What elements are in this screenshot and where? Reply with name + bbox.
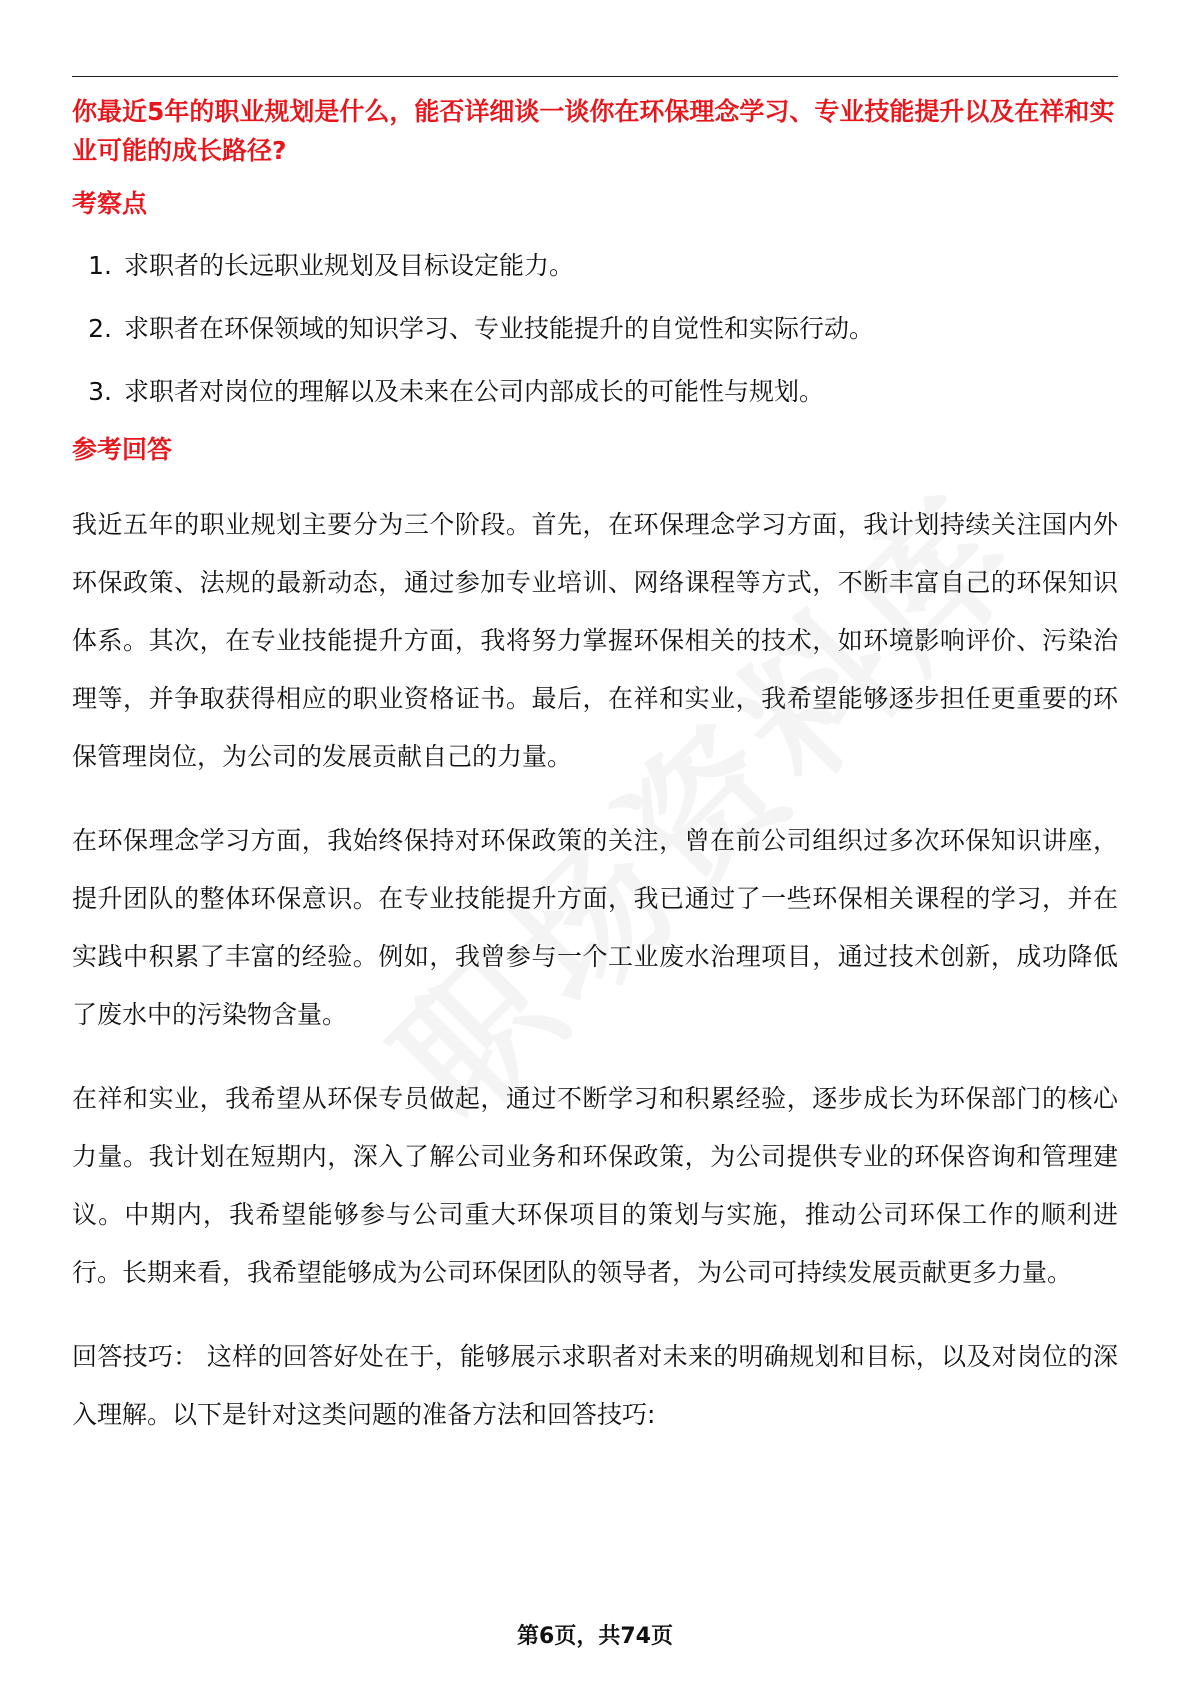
points-heading: 考察点 [72,189,148,218]
page-number: 第6页，共74页 [517,1624,673,1649]
answer-paragraph: 在祥和实业，我希望从环保专员做起，通过不断学习和积累经验，逐步成长为环保部门的核心力量。我计划在短期内，深入了解公司业务和环保政策，为公司提供专业的环保咨询和管理建议。中期内，我希望能够参与公司重大环保项目的策划与实施，推动公司环保工作的顺利进行。长期来看，我希望能够成为公司环保团队的领导者，为公司可持续发展贡献更多力量。 [72,1084,1118,1287]
list-item-text: 求职者对岗位的理解以及未来在公司内部成长的可能性与规划。 [124,377,825,406]
list-item [72,248,1118,284]
top-rule [72,76,1118,77]
answer-tips-paragraph: 回答技巧： 这样的回答好处在于，能够展示求职者对未来的明确规划和目标，以及对岗位的深入理解。以下是针对这类问题的准备方法和回答技巧: [72,1342,1118,1429]
list-item-text: 求职者的长远职业规划及目标设定能力。 [124,251,575,280]
answer-paragraph: 我近五年的职业规划主要分为三个阶段。首先，在环保理念学习方面，我计划持续关注国内外环保政策、法规的最新动态，通过参加专业培训、网络课程等方式，不断丰富自己的环保知识体系。其次，在专业技能提升方面，我将努力掌握环保相关的技术，如环境影响评价、污染治理等，并争取获得相应的职业资格证书。最后，在祥和实业，我希望能够逐步担任更重要的环保管理岗位，为公司的发展贡献自己的力量。 [72,510,1118,771]
list-item [72,374,1118,410]
list-item-number: 3. [88,377,112,406]
document-body [72,92,1118,1444]
answer-heading: 参考回答 [72,435,173,464]
list-item-number: 2. [88,314,112,343]
list-item-text: 求职者在环保领域的知识学习、专业技能提升的自觉性和实际行动。 [124,314,875,343]
list-item [72,311,1118,347]
answer-paragraph: 在环保理念学习方面，我始终保持对环保政策的关注，曾在前公司组织过多次环保知识讲座，提升团队的整体环保意识。在专业技能提升方面，我已通过了一些环保相关课程的学习，并在实践中积累了丰富的经验。例如，我曾参与一个工业废水治理项目，通过技术创新，成功降低了废水中的污染物含量。 [72,826,1118,1029]
question-title: 你最近5年的职业规划是什么，能否详细谈一谈你在环保理念学习、专业技能提升以及在祥和实业可能的成长路径? [72,97,1115,165]
list-item-number: 1. [88,251,112,280]
points-list [72,248,1118,410]
